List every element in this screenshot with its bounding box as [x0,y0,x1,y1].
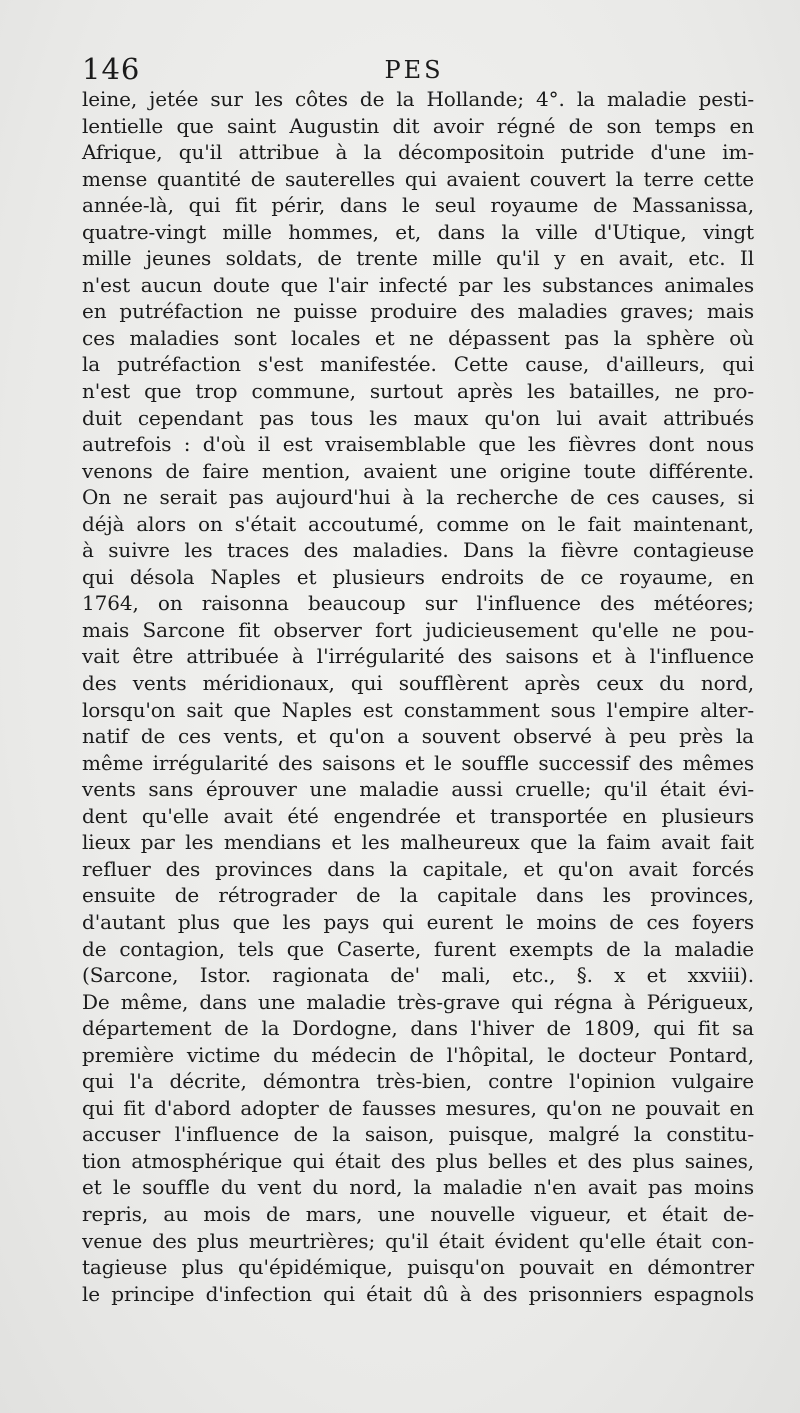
text-line: (Sarcone, Istor. ragionata de' mali, etc., §. x et xxviii). [82,963,754,988]
text-line: venue des plus meurtrières; qu'il était évident qu'elle était con- [82,1228,754,1253]
text-line: n'est que trop commune, surtout après les batailles, ne pro- [82,379,754,404]
text-line: vents sans éprouver une maladie aussi cruelle; qu'il était évi- [82,777,754,802]
text-line: tion atmosphérique qui était des plus belles et des plus saines, [82,1148,754,1173]
text-line: duit cependant pas tous les maux qu'on lui avait attribués [82,405,754,430]
text-line: lieux par les mendians et les malheureux que la faim avait fait [82,830,754,855]
text-line: tagieuse plus qu'épidémique, puisqu'on pouvait en démontrer [82,1255,754,1280]
text-line: refluer des provinces dans la capitale, et qu'on avait forcés [82,856,754,881]
text-line: mense quantité de sauterelles qui avaient couvert la terre cette [82,166,754,191]
text-line: vait être attribuée à l'irrégularité des saisons et à l'influence [82,644,754,669]
text-line: le principe d'infection qui était dû à des prisonniers espagnols [82,1281,754,1306]
text-line: déjà alors on s'était accoutumé, comme on le fait maintenant, [82,511,754,536]
page-header [82,50,746,86]
body-text [82,86,754,1307]
text-line: département de la Dordogne, dans l'hiver de 1809, qui fit sa [82,1016,754,1041]
text-line: venons de faire mention, avaient une origine toute différente. [82,458,754,483]
text-line: lentielle que saint Augustin dit avoir régné de son temps en [82,113,754,138]
text-line: d'autant plus que les pays qui eurent le moins de ces foyers [82,909,754,934]
text-line: Afrique, qu'il attribue à la décompositoin putride d'une im- [82,140,754,165]
page-number: 146 [82,52,141,86]
text-line: autrefois : d'où il est vraisemblable que les fièvres dont nous [82,432,754,457]
text-line: ces maladies sont locales et ne dépassent pas la sphère où [82,325,754,350]
text-line: première victime du médecin de l'hôpital, le docteur Pontard, [82,1042,754,1067]
text-line: année-là, qui fit périr, dans le seul royaume de Massanissa, [82,193,754,218]
text-line: même irrégularité des saisons et le souffle successif des mêmes [82,750,754,775]
text-line: de contagion, tels que Caserte, furent exempts de la maladie [82,936,754,961]
text-line: lorsqu'on sait que Naples est constamment sous l'empire alter- [82,697,754,722]
text-line: ensuite de rétrograder de la capitale dans les provinces, [82,883,754,908]
text-line: qui désola Naples et plusieurs endroits de ce royaume, en [82,564,754,589]
text-line: mais Sarcone fit observer fort judicieusement qu'elle ne pou- [82,617,754,642]
text-line: On ne serait pas aujourd'hui à la recherche de ces causes, si [82,485,754,510]
text-line: mille jeunes soldats, de trente mille qu'il y en avait, etc. Il [82,246,754,271]
text-line: la putréfaction s'est manifestée. Cette cause, d'ailleurs, qui [82,352,754,377]
text-line: leine, jetée sur les côtes de la Hollande; 4°. la maladie pesti- [82,87,754,111]
text-line: De même, dans une maladie très-grave qui régna à Périgueux, [82,989,754,1014]
text-line: qui fit d'abord adopter de fausses mesures, qu'on ne pouvait en [82,1095,754,1120]
text-line: repris, au mois de mars, une nouvelle vigueur, et était de- [82,1201,754,1226]
running-head: PES [384,56,444,84]
text-line: et le souffle du vent du nord, la maladie n'en avait pas moins [82,1175,754,1200]
text-line: natif de ces vents, et qu'on a souvent observé à peu près la [82,724,754,749]
text-line: n'est aucun doute que l'air infecté par les substances animales [82,272,754,297]
text-line: 1764, on raisonna beaucoup sur l'influence des météores; [82,591,754,616]
text-line: des vents méridionaux, qui soufflèrent après ceux du nord, [82,671,754,696]
text-line: qui l'a décrite, démontra très-bien, contre l'opinion vulgaire [82,1069,754,1094]
text-line: quatre-vingt mille hommes, et, dans la ville d'Utique, vingt [82,219,754,244]
text-line: à suivre les traces des maladies. Dans la fièvre contagieuse [82,538,754,563]
text-line: en putréfaction ne puisse produire des maladies graves; mais [82,299,754,324]
text-line: accuser l'influence de la saison, puisque, malgré la constitu- [82,1122,754,1147]
text-line: dent qu'elle avait été engendrée et transportée en plusieurs [82,803,754,828]
